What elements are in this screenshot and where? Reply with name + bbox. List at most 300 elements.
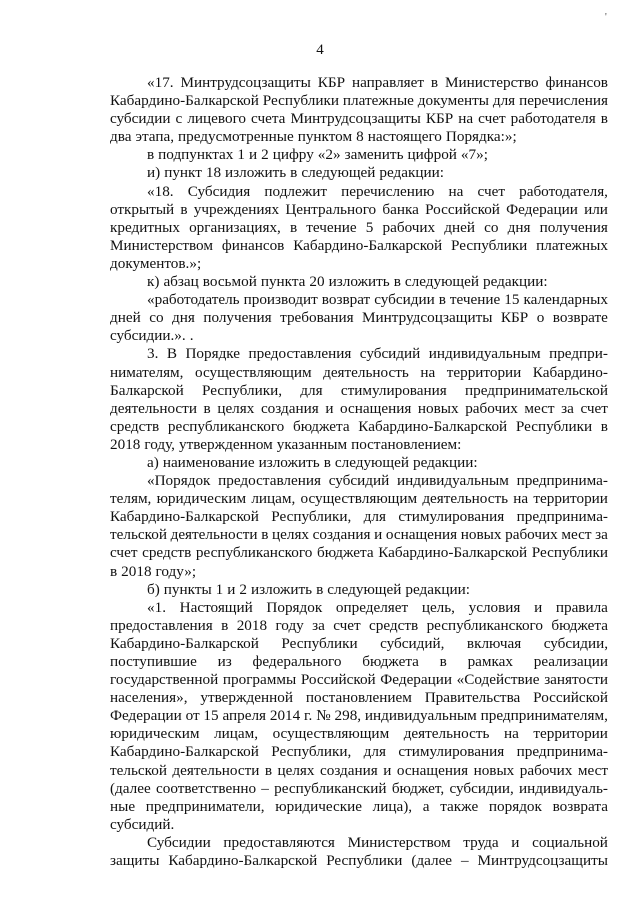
text-line: [110, 472, 608, 490]
word: новых: [473, 761, 515, 779]
word: 5: [365, 218, 374, 236]
word: субсидий: [359, 345, 421, 363]
word: получения: [539, 218, 608, 236]
word: редакции:: [405, 580, 470, 598]
word: 2: [239, 580, 247, 598]
word: Минтрудсоцзащиты: [362, 309, 493, 327]
word: также: [440, 797, 479, 815]
word: предпринима-: [516, 508, 608, 526]
word: возврат: [321, 291, 371, 309]
word: за: [561, 399, 574, 417]
word: 2018: [121, 562, 152, 580]
word: и: [534, 598, 543, 616]
word: 8: [356, 128, 364, 146]
word: Республики: [531, 544, 608, 562]
word: пунктом: [297, 128, 353, 146]
text-line: [110, 617, 608, 635]
word: в: [430, 74, 439, 91]
word: а): [147, 453, 159, 471]
word: Республики: [326, 852, 403, 870]
word: счет: [110, 544, 138, 562]
word: КБР: [500, 309, 529, 327]
word: и: [227, 580, 236, 598]
word: Кабардино-Балкарской: [110, 634, 259, 652]
word: к): [147, 273, 160, 291]
word: Республики: [281, 634, 358, 652]
word: указанным: [276, 435, 348, 453]
word: для: [363, 508, 386, 526]
document-body: [110, 74, 608, 870]
word: абзац: [163, 273, 199, 291]
word: «1.: [147, 598, 166, 616]
word: субсидии.».: [110, 327, 186, 345]
word: поступившие: [110, 653, 197, 670]
word: лицевого: [187, 110, 247, 128]
word: со: [149, 309, 164, 327]
word: банка: [382, 200, 419, 218]
word: производит: [243, 291, 318, 309]
word: возврате: [552, 309, 608, 327]
word: .: [189, 327, 194, 345]
word: субсидий,: [380, 634, 445, 652]
word: из: [217, 653, 232, 670]
word: счет: [477, 182, 505, 200]
word: постановлением: [305, 689, 412, 707]
word: предпринимательской: [465, 381, 608, 399]
text-line: [110, 382, 608, 400]
word: деятельность: [422, 490, 509, 508]
word: порядок: [488, 797, 542, 815]
word: мест: [577, 761, 608, 779]
word: субсидии,: [449, 779, 514, 797]
word: утвержденной: [200, 689, 293, 707]
word: Центрального: [285, 200, 377, 218]
text-line: [110, 743, 608, 761]
text-line: [110, 237, 608, 255]
word: юридическим: [110, 725, 200, 743]
word: телям,: [110, 490, 152, 508]
text-line: [110, 146, 608, 164]
word: Настоящий: [179, 598, 253, 616]
word: правила: [555, 598, 608, 616]
text-line: [110, 563, 608, 581]
word: в: [323, 453, 331, 471]
word: субсидии: [374, 291, 435, 309]
word: в: [289, 218, 298, 236]
word: Субсидия: [187, 182, 251, 200]
text-line: [110, 599, 608, 617]
word: республиканского: [195, 544, 313, 562]
word: редакции:: [379, 164, 445, 182]
text-line: [110, 834, 608, 852]
word: возврата: [552, 797, 608, 815]
word: Кабардино-Балкарской: [110, 743, 259, 761]
word: федерального: [252, 653, 342, 670]
word: Кабардино-Балкарской: [168, 852, 318, 870]
word: за: [312, 616, 325, 634]
word: предоставляются: [223, 833, 335, 851]
page-number: 4: [316, 42, 324, 58]
word: в: [393, 273, 401, 291]
word: в: [110, 562, 118, 580]
word: и: [511, 833, 520, 851]
text-line: [110, 454, 608, 472]
word: в: [316, 580, 324, 598]
word: КБР: [317, 74, 346, 91]
word: календарных: [523, 291, 608, 309]
word: кредитных: [110, 218, 180, 236]
word: году: [275, 616, 304, 634]
word: республиканского: [426, 616, 543, 634]
word: средств: [142, 544, 192, 562]
word: (далее: [411, 852, 453, 870]
word: Субсидии: [147, 833, 211, 851]
word: социальной: [532, 833, 608, 851]
word: индивидуальным: [396, 472, 509, 490]
word: Кабардино-: [532, 363, 608, 381]
text-line: [110, 418, 608, 436]
word: создания: [260, 399, 319, 417]
word: мест: [561, 526, 592, 544]
word: 2018: [236, 616, 268, 634]
word: –: [461, 852, 469, 870]
word: цифру: [272, 146, 314, 164]
word: Правительства: [424, 689, 521, 707]
word: документов.»;: [110, 254, 202, 272]
word: целях: [277, 761, 315, 779]
word: а: [422, 797, 430, 815]
word: Порядок: [266, 598, 323, 616]
word: 15: [203, 707, 219, 725]
word: (далее: [110, 779, 151, 797]
text-line: [110, 816, 608, 834]
word: условия: [468, 598, 521, 616]
word: Республики,: [271, 508, 352, 526]
word: «Порядок: [147, 472, 211, 490]
word: счет: [478, 110, 506, 128]
word: Министерством: [110, 236, 213, 254]
word: мест: [524, 399, 555, 417]
word: ные: [110, 797, 136, 815]
word: юридическим: [156, 490, 247, 508]
word: стимулирования: [340, 381, 447, 399]
word: осуществляющим: [194, 363, 312, 381]
text-line: [110, 544, 608, 562]
word: году,: [144, 435, 175, 453]
corner-mark: ': [605, 12, 607, 23]
text-line: [110, 490, 608, 508]
word: 298,: [334, 707, 362, 725]
word: Кабардино-Балкарской: [110, 508, 259, 526]
text-line: [110, 327, 608, 345]
word: о: [536, 309, 545, 327]
word: Федерации: [110, 707, 182, 725]
word: подпунктах: [158, 146, 234, 164]
text-line: [110, 364, 608, 382]
word: субсидии,: [543, 634, 608, 652]
text-line: [110, 164, 608, 182]
word: Минтрудсоцзащиты: [180, 74, 311, 91]
word: б): [147, 580, 160, 598]
word: Кабардино-Балкарской: [293, 236, 443, 254]
word: подлежит: [264, 182, 328, 200]
word: предпринима-: [516, 743, 608, 761]
word: изложить: [258, 453, 320, 471]
text-line: [110, 653, 608, 671]
word: соответственно: [155, 779, 257, 797]
text-line: [110, 255, 608, 273]
text-line: [110, 273, 608, 291]
word: 18: [205, 164, 222, 182]
word: предпринимателям,: [480, 707, 608, 725]
word: пункты: [163, 580, 212, 598]
word: определяет: [335, 598, 409, 616]
word: деятельности: [110, 399, 197, 417]
word: Кабардино-Балкарской: [358, 417, 508, 435]
word: настоящего: [367, 128, 442, 146]
word: рабочих: [465, 399, 518, 417]
text-line: [110, 635, 608, 653]
word: республиканский: [274, 779, 387, 797]
word: лица),: [372, 797, 413, 815]
word: организациях,: [189, 218, 281, 236]
text-line: [110, 436, 608, 454]
text-line: [110, 128, 608, 146]
word: бюджет,: [391, 779, 445, 797]
word: платежные: [342, 92, 414, 110]
word: оснащения: [340, 399, 412, 417]
text-line: [110, 508, 608, 526]
word: заменить: [344, 146, 404, 164]
word: следующей: [301, 164, 376, 182]
text-line: [110, 201, 608, 219]
word: и: [248, 146, 258, 164]
word: дня: [507, 218, 531, 236]
word: Порядке: [185, 345, 241, 363]
word: тельской: [110, 761, 167, 779]
word: следующей: [404, 273, 479, 291]
word: 1: [215, 580, 224, 598]
word: предоставления: [248, 345, 352, 363]
word: стимулирования: [398, 743, 505, 761]
word: со: [484, 218, 499, 236]
text-line: [110, 291, 608, 309]
text-line: [110, 400, 608, 418]
word: индивидуальным: [428, 345, 541, 363]
word: перечислению: [341, 182, 435, 200]
text-line: [110, 780, 608, 798]
word: постановлением:: [351, 435, 462, 453]
word: для: [300, 381, 323, 399]
word: в: [221, 616, 229, 634]
word: счета: [251, 110, 286, 128]
word: предприниматели,: [145, 797, 265, 815]
word: «работодатель: [147, 291, 240, 309]
text-line: [110, 183, 608, 201]
word: за: [595, 526, 608, 544]
word: Минтрудсоцзащиты: [477, 852, 608, 870]
word: работодателя: [510, 110, 596, 128]
word: защиты: [110, 852, 160, 870]
word: нимателям,: [110, 363, 184, 381]
word: рабочих: [505, 526, 558, 544]
word: КБР: [425, 110, 454, 128]
text-line: [110, 345, 608, 363]
word: «2»: [317, 146, 341, 164]
word: стимулирования: [398, 508, 505, 526]
word: Российской: [425, 200, 500, 218]
word: с: [175, 110, 183, 128]
word: рамках: [467, 653, 514, 670]
word: –: [261, 779, 269, 797]
word: средств: [110, 417, 160, 435]
word: документы: [417, 92, 489, 110]
word: республиканского: [167, 417, 285, 435]
word: рабочих: [519, 761, 573, 779]
word: редакции:: [482, 273, 548, 291]
word: дней: [444, 218, 475, 236]
word: бюджета: [316, 544, 374, 562]
text-line: [110, 725, 608, 743]
word: Республики: [451, 236, 528, 254]
word: получения: [203, 309, 272, 327]
word: и: [325, 399, 334, 417]
word: и: [383, 761, 392, 779]
word: цифрой: [407, 146, 457, 164]
word: в: [290, 164, 298, 182]
word: следующей: [327, 580, 402, 598]
word: и): [147, 164, 161, 182]
word: утвержденном: [178, 435, 273, 453]
word: Министерство: [444, 74, 539, 91]
word: на: [513, 490, 529, 508]
word: в: [180, 200, 188, 218]
word: счет: [333, 616, 361, 634]
word: В: [166, 345, 177, 363]
word: счет: [580, 399, 608, 417]
text-line: [110, 581, 608, 599]
word: осуществляющим: [272, 725, 390, 743]
word: редакции:: [412, 453, 478, 471]
text-line: [110, 309, 608, 327]
word: «17.: [147, 74, 174, 91]
word: в: [203, 399, 211, 417]
word: перечисления: [519, 92, 608, 110]
word: восьмой: [202, 273, 257, 291]
word: открытый: [110, 200, 175, 218]
word: учреждениях: [193, 200, 280, 218]
word: деятельности: [172, 761, 260, 779]
word: 2018: [110, 435, 141, 453]
word: субсидии: [110, 110, 171, 128]
word: предпринима-: [516, 472, 608, 490]
word: осуществляющим: [300, 490, 418, 508]
word: дней: [110, 309, 141, 327]
word: бюджета: [292, 417, 350, 435]
word: юридические: [275, 797, 362, 815]
text-line: [110, 762, 608, 780]
word: лицам,: [214, 725, 259, 743]
word: и: [374, 526, 383, 544]
word: от: [185, 707, 200, 725]
word: в: [147, 146, 155, 164]
word: предоставления: [218, 472, 321, 490]
word: дня: [172, 309, 195, 327]
word: индивидуальным: [364, 707, 477, 725]
text-line: [110, 852, 608, 870]
word: финансов: [545, 74, 608, 91]
word: деятельность: [323, 363, 409, 381]
word: изложить: [225, 164, 287, 182]
word: наименование: [162, 453, 255, 471]
word: тельской: [110, 526, 167, 544]
text-line: [110, 74, 608, 92]
word: новых: [460, 526, 502, 544]
word: этапа,: [135, 128, 175, 146]
word: направляет: [351, 74, 425, 91]
word: в: [600, 417, 608, 435]
word: Республики,: [271, 743, 352, 761]
word: следующей: [334, 453, 409, 471]
word: для: [363, 743, 386, 761]
word: пункт: [164, 164, 202, 182]
word: пункта: [260, 273, 306, 291]
word: для: [492, 92, 516, 110]
word: Кабардино-Балкарской: [378, 544, 528, 562]
word: Российской: [300, 671, 376, 689]
word: «18.: [147, 182, 174, 200]
word: занятости: [544, 671, 608, 689]
word: программы: [222, 671, 297, 689]
word: Министерством: [347, 833, 451, 851]
word: на: [420, 363, 436, 381]
word: территории: [446, 363, 522, 381]
word: Балкарской: [110, 381, 184, 399]
word: предоставления: [110, 616, 213, 634]
word: в: [264, 761, 273, 779]
word: оснащения: [385, 526, 458, 544]
text-line: [110, 671, 608, 689]
word: 15: [504, 291, 520, 309]
word: в: [600, 110, 608, 128]
word: государственной: [110, 671, 219, 689]
text-line: [110, 219, 608, 237]
word: 2: [261, 146, 269, 164]
word: субсидий: [328, 472, 390, 490]
word: №: [316, 707, 331, 725]
word: территории: [533, 490, 608, 508]
word: бюджета: [551, 616, 608, 634]
word: включая: [466, 634, 522, 652]
word: субсидий.: [110, 815, 175, 833]
text-line: [110, 110, 608, 128]
word: на: [503, 725, 519, 743]
word: территории: [533, 725, 608, 743]
word: два: [110, 128, 132, 146]
word: рабочих: [382, 218, 436, 236]
word: на: [458, 110, 474, 128]
word: Федерации: [506, 200, 578, 218]
text-line: [110, 798, 608, 816]
word: реализации: [533, 653, 608, 670]
word: Республики,: [202, 381, 283, 399]
word: апреля: [222, 707, 267, 725]
word: течение: [306, 218, 357, 236]
word: или: [584, 200, 608, 218]
word: финансов: [221, 236, 285, 254]
text-line: [110, 707, 608, 725]
word: предусмотренные: [178, 128, 294, 146]
